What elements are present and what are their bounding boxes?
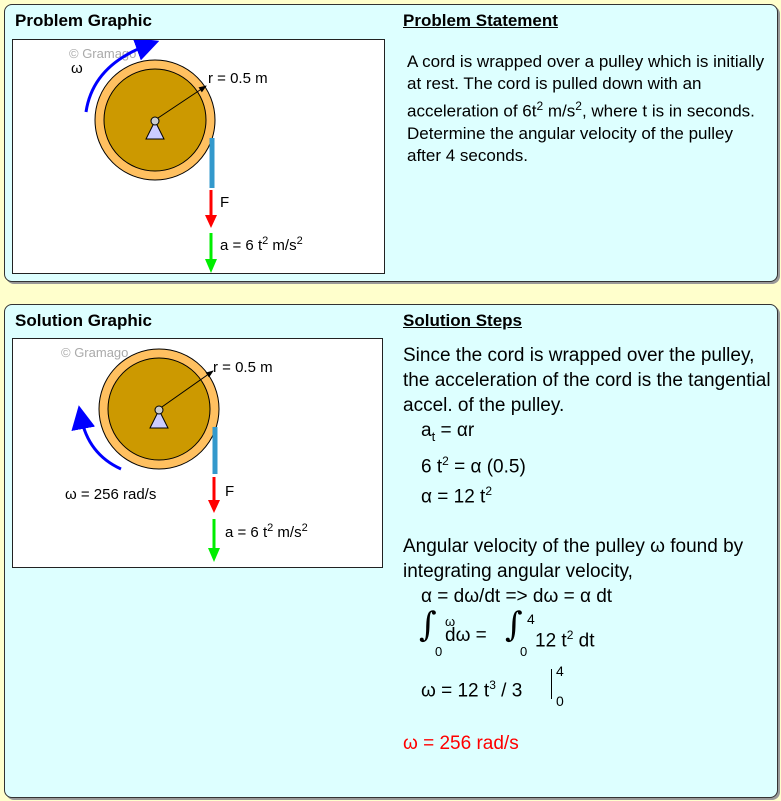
force-arrow-icon <box>208 500 220 513</box>
problem-panel <box>4 4 778 282</box>
accel-label: a = 6 $t^2$ $m/s^2$ <box>225 522 308 541</box>
omega-label: ω <box>71 60 83 77</box>
final-answer: ω = 256 rad/s <box>403 733 519 755</box>
watermark: © Gramago <box>69 46 137 61</box>
solution-graphic-title: Solution Graphic <box>15 311 152 330</box>
problem-graphic <box>12 39 385 274</box>
force-label: F <box>220 194 230 211</box>
solution-steps <box>403 343 773 756</box>
intro-text: Since the cord is wrapped over the pulley, the acceleration of the cord is the tangential accel. of the pulley. <box>403 345 771 416</box>
omega-result-label: ω = 256 rad/s <box>65 486 157 503</box>
radius-label: r = 0.5 m <box>213 359 273 376</box>
equation-3: α = 12 $t^2$ <box>421 484 493 508</box>
watermark: © Gramago <box>61 345 129 360</box>
problem-statement: A cord is wrapped over a pulley which is initially at rest. The cord is pulled down with an acceleration of $6t^2$ $m/s^2$, where t is in seconds. Determine the angular velocity of the pulley after 4 seconds. <box>407 52 765 165</box>
problem-graphic-title: Problem Graphic <box>15 11 152 30</box>
problem-statement-title: Problem Statement <box>403 11 558 30</box>
solution-graphic <box>12 338 383 568</box>
force-arrow-icon <box>205 215 217 228</box>
force-label: F <box>225 483 235 500</box>
accel-label: a = 6 $t^2$ $m/s^2$ <box>220 235 303 254</box>
equation-1: $a_t = \alpha r$ <box>421 420 475 444</box>
equation-6: ω = 12 $t^3 / 3$ 4 0 <box>421 663 564 710</box>
solution-steps-title: Solution Steps <box>403 311 522 330</box>
pivot-pin <box>155 406 163 414</box>
accel-arrow-icon <box>208 548 220 562</box>
radius-label: r = 0.5 m <box>208 70 268 87</box>
solution-panel <box>4 304 778 798</box>
equation-5: ∫ ω 0 dω = ∫ 4 0 12 $t^2$ dt <box>419 605 595 660</box>
accel-arrow-icon <box>205 259 217 273</box>
pivot-pin <box>151 117 159 125</box>
equation-2: 6 $t^2 = \alpha$ (0.5) <box>421 453 526 478</box>
equation-4: α = dω/dt => dω = α dt <box>421 586 613 608</box>
intro-text-2: Angular velocity of the pulley ω found by integrating angular velocity, <box>403 536 744 583</box>
